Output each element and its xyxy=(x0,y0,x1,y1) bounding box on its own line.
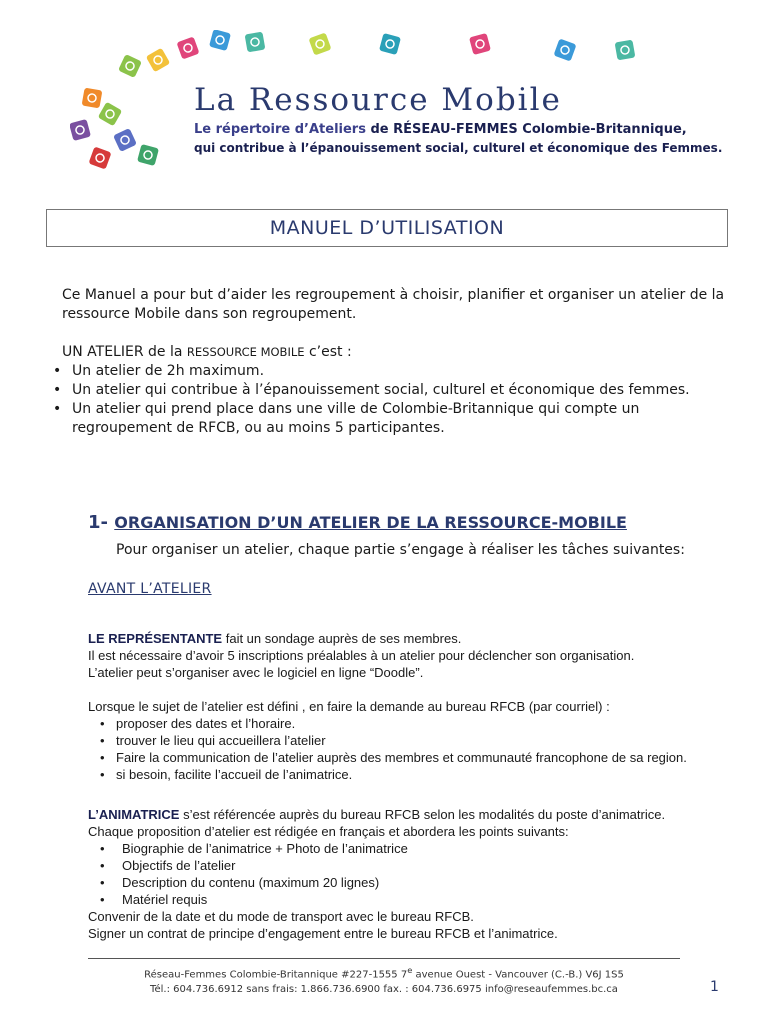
representante-line1 xyxy=(88,630,738,647)
logo-tag-icon xyxy=(245,32,266,53)
logo-subtitle-part2: de RÉSEAU-FEMMES Colombie-Britannique, xyxy=(365,122,687,137)
atelier-heading-c: c’est : xyxy=(304,344,352,360)
list-item: • Biographie de l’animatrice + Photo de l’animatrice xyxy=(88,840,738,857)
representante-line3: L’atelier peut s’organiser avec le logiciel en ligne “Doodle”. xyxy=(88,665,424,680)
section-heading xyxy=(88,512,627,533)
list-item: • Un atelier de 2h maximum. xyxy=(50,362,740,381)
logo-tag-icon xyxy=(209,30,231,51)
animatrice-points-list xyxy=(88,840,738,908)
footer-address xyxy=(88,965,680,980)
representante-text1: fait un sondage auprès de ses membres. xyxy=(222,631,462,646)
page-number: 1 xyxy=(710,979,719,995)
atelier-heading-a: UN ATELIER de la xyxy=(62,344,187,360)
logo-tag-icon xyxy=(137,144,159,166)
logo-tag-icon xyxy=(70,119,91,141)
title-box xyxy=(46,209,728,247)
intro-paragraph: Ce Manuel a pour but d’aider les regroupement à choisir, planifier et organiser un atelier de la ressource Mobile dans son regroupement. xyxy=(62,287,725,322)
list-item: • Description du contenu (maximum 20 lignes) xyxy=(88,874,738,891)
list-item: • Un atelier qui contribue à l’épanouissement social, culturel et économique des femmes. xyxy=(50,381,740,400)
logo xyxy=(70,30,723,170)
footer-address-a: Réseau-Femmes Colombie-Britannique #227-1555 7 xyxy=(144,969,408,981)
list-item: • Un atelier qui prend place dans une ville de Colombie-Britannique qui compte un regroupement de RFCB, ou au moins 5 participantes. xyxy=(50,400,740,438)
section-title: ORGANISATION D’UN ATELIER DE LA RESSOURCE-MOBILE xyxy=(114,513,627,532)
footer-contact: Tél.: 604.736.6912 sans frais: 1.866.736.6900 fax. : 604.736.6975 info@reseaufemmes.bc.ca xyxy=(150,984,618,995)
logo-tag-icon xyxy=(113,128,137,152)
atelier-criteria-list xyxy=(50,362,740,438)
logo-tag-icon xyxy=(146,48,171,73)
list-item: • Faire la communication de l’atelier auprès des membres et communauté francophone de sa region. xyxy=(88,749,738,766)
logo-tag-icon xyxy=(118,54,142,78)
logo-tag-icon xyxy=(98,102,123,127)
logo-tag-icon xyxy=(88,146,111,169)
page-title: MANUEL D’UTILISATION xyxy=(269,217,505,239)
logo-tag-icon xyxy=(176,36,199,59)
animatrice-line1 xyxy=(88,806,738,823)
animatrice-text1: s’est référencée auprès du bureau RFCB selon les modalités du poste d’animatrice. xyxy=(179,807,666,822)
list-item: • trouver le lieu qui accueillera l’atelier xyxy=(88,732,738,749)
representante-label: LE REPRÉSENTANTE xyxy=(88,631,223,646)
animatrice-block xyxy=(88,806,738,942)
logo-tag-icon xyxy=(469,33,491,55)
representante-task-list xyxy=(88,715,738,783)
logo-subtitle-line2: qui contribue à l’épanouissement social, culturel et économique des Femmes. xyxy=(194,141,723,155)
logo-tag-icon xyxy=(553,38,576,61)
atelier-heading-b: RESSOURCE MOBILE xyxy=(186,345,305,359)
footer-address-b: avenue Ouest - Vancouver (C.-B.) V6J 1S5 xyxy=(412,969,624,981)
footer-divider xyxy=(88,958,680,959)
representante-line2: Il est nécessaire d’avoir 5 inscriptions préalables à un atelier pour déclencher son organisation. xyxy=(88,648,635,663)
animatrice-line2: Chaque proposition d’atelier est rédigée en français et abordera les points suivants: xyxy=(88,824,569,839)
list-item: • Objectifs de l’atelier xyxy=(88,857,738,874)
logo-title: La Ressource Mobile xyxy=(194,82,562,118)
list-item: • Matériel requis xyxy=(88,891,738,908)
logo-tag-icon xyxy=(308,32,331,55)
list-item: • proposer des dates et l’horaire. xyxy=(88,715,738,732)
section-number: 1- xyxy=(88,512,115,533)
logo-tag-icon xyxy=(615,40,636,61)
animatrice-line4: Signer un contrat de principe d’engagement entre le bureau RFCB et l’animatrice. xyxy=(88,926,558,941)
logo-subtitle xyxy=(194,122,687,137)
animatrice-label: L’ANIMATRICE xyxy=(88,807,180,822)
representante-block xyxy=(88,630,738,783)
logo-tag-icon xyxy=(82,88,103,109)
footer-address-sup: e xyxy=(407,965,413,975)
animatrice-line3: Convenir de la date et du mode de transport avec le bureau RFCB. xyxy=(88,909,474,924)
logo-subtitle-part1: Le répertoire d’Ateliers xyxy=(194,122,366,137)
avant-heading: AVANT L’ATELIER xyxy=(88,581,212,597)
logo-tag-icon xyxy=(379,33,401,55)
section-subtitle: Pour organiser un atelier, chaque partie s’engage à réaliser les tâches suivantes: xyxy=(116,542,685,558)
atelier-heading xyxy=(62,343,352,362)
list-item: • si besoin, facilite l’accueil de l’animatrice. xyxy=(88,766,738,783)
representante-line4: Lorsque le sujet de l’atelier est défini , en faire la demande au bureau RFCB (par courriel) : xyxy=(88,699,610,714)
